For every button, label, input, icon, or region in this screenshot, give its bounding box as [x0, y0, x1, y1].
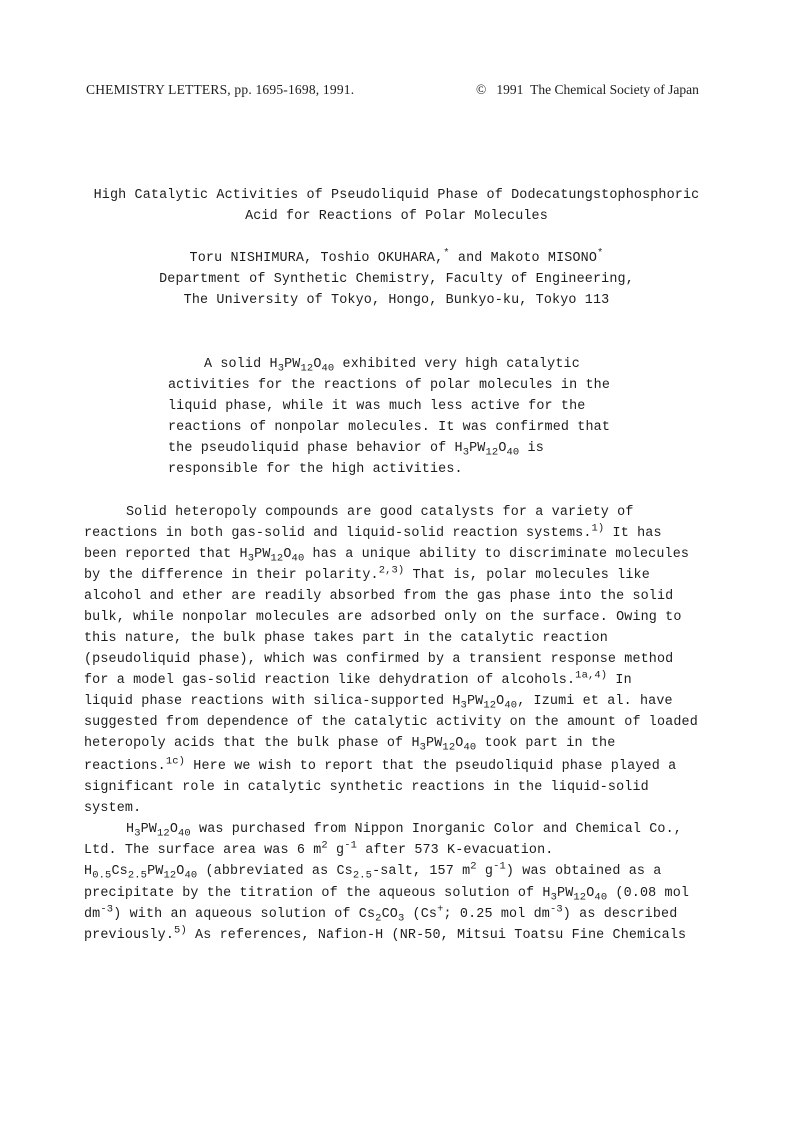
body-line: bulk, while nonpolar molecules are adsorbed only on the surface. Owing to — [84, 610, 682, 625]
abstract-line-4: reactions of nonpolar molecules. It was confirmed that — [168, 420, 611, 435]
body-line: alcohol and ether are readily absorbed from the gas phase into the solid — [84, 589, 674, 604]
body-line: $H_3PW_{12}O_{40}$ was purchased from Nippon Inorganic Color and Chemical Co., — [126, 822, 682, 840]
authors-part-1: Toru NISHIMURA, Toshio OKUHARA, — [189, 251, 444, 266]
reference-mark: 2,3) — [378, 564, 405, 577]
reference-mark: 1c) — [165, 755, 186, 768]
corresponding-mark-1: * — [443, 247, 450, 260]
body-line: Ltd. The surface area was 6 $m^2$ $g^{-1}$ after 573 K-evacuation. — [84, 839, 554, 858]
body-line: significant role in catalytic synthetic reactions in the liquid-solid — [84, 780, 649, 795]
body-line: (pseudoliquid phase), which was confirmed by a transient response method — [84, 652, 674, 667]
body-line: Solid heteropoly compounds are good catalysts for a variety of — [126, 505, 634, 520]
formula-h3pw12o40: $H_3PW_{12}O_{40}$ — [126, 822, 191, 840]
abstract-line-1: A solid $H_3PW_{12}O_{40}$ exhibited very high catalytic — [204, 357, 580, 375]
paper-title-line-2: Acid for Reactions of Polar Molecules — [245, 209, 548, 224]
authors-part-2: and Makoto MISONO — [449, 251, 598, 266]
body-line: $H_{0.5}Cs_{2.5}PW_{12}O_{40}$ (abbreviated as $Cs_{2.5}$-salt, 157 $m^2$ $g^{-1}$) was obtained as a — [84, 860, 662, 882]
author-list — [0, 247, 793, 266]
body-line: suggested from dependence of the catalytic activity on the amount of loaded — [84, 715, 698, 730]
reference-mark: 1) — [591, 522, 605, 535]
paper-title-line-1: High Catalytic Activities of Pseudoliquid Phase of Dodecatungstophosphoric — [93, 188, 700, 203]
journal-citation: CHEMISTRY LETTERS, pp. 1695-1698, 1991. — [86, 82, 355, 97]
formula-h3pw12o40: $H_3PW_{12}O_{40}$ — [269, 357, 335, 375]
society-name: The Chemical Society of Japan — [530, 82, 699, 97]
body-line: this nature, the bulk phase takes part in the catalytic reaction — [84, 631, 608, 646]
body-line: reactions.$^{1c)}$ Here we wish to report that the pseudoliquid phase played a — [84, 755, 677, 774]
formula-h3pw12o40: $H_3PW_{12}O_{40}$ — [454, 441, 520, 459]
corresponding-mark-2: * — [597, 247, 604, 260]
body-line: reactions in both gas-solid and liquid-solid reaction systems.$^{1)}$ It has — [84, 522, 662, 541]
copyright-notice — [476, 82, 699, 98]
abstract-line-6: responsible for the high activities. — [168, 462, 463, 477]
body-line: for a model gas-solid reaction like dehydration of alcohols.$^{1a,4)}$ In — [84, 669, 632, 688]
copyright-year: 1991 — [496, 82, 524, 97]
body-line: previously.$^{5)}$ As references, Nafion-H (NR-50, Mitsui Toatsu Fine Chemicals — [84, 924, 687, 943]
body-line: precipitate by the titration of the aqueous solution of $H_3PW_{12}O_{40}$ (0.08 mol — [84, 886, 690, 904]
body-line: by the difference in their polarity.$^{2,3)}$ That is, polar molecules like — [84, 564, 650, 583]
affiliation-line-1: Department of Synthetic Chemistry, Faculty of Engineering, — [159, 272, 634, 287]
abstract-line-3: liquid phase, while it was much less active for the — [168, 399, 586, 414]
body-line: $dm^{-3}$) with an aqueous solution of $Cs_2CO_3$ (Cs+; 0.25 mol $dm^{-3}$) as described — [84, 903, 678, 925]
body-line: system. — [84, 801, 142, 816]
reference-mark: 5) — [174, 924, 187, 937]
formula-h3pw12o40: $H_3PW_{12}O_{40}$ — [411, 736, 477, 754]
affiliation-line-2: The University of Tokyo, Hongo, Bunkyo-ku, Tokyo 113 — [183, 293, 610, 308]
formula-h3pw12o40: $H_3PW_{12}O_{40}$ — [452, 694, 518, 712]
abstract-line-2: activities for the reactions of polar molecules in the — [168, 378, 611, 393]
formula-h3pw12o40: $H_3PW_{12}O_{40}$ — [239, 547, 305, 565]
reference-mark: 1a,4) — [575, 669, 608, 682]
body-line: liquid phase reactions with silica-supported $H_3PW_{12}O_{40}$, Izumi et al. have — [84, 694, 673, 712]
copyright-symbol: © — [476, 82, 487, 97]
abstract-line-5: the pseudoliquid phase behavior of $H_3PW_{12}O_{40}$ is — [168, 441, 544, 459]
formula-cs-salt: $H_{0.5}Cs_{2.5}PW_{12}O_{40}$ — [84, 864, 198, 882]
formula-h3pw12o40: $H_3PW_{12}O_{40}$ — [542, 886, 608, 904]
body-line: heteropoly acids that the bulk phase of $H_3PW_{12}O_{40}$ took part in the — [84, 736, 616, 754]
body-line: been reported that $H_3PW_{12}O_{40}$ has a unique ability to discriminate molecules — [84, 547, 690, 565]
